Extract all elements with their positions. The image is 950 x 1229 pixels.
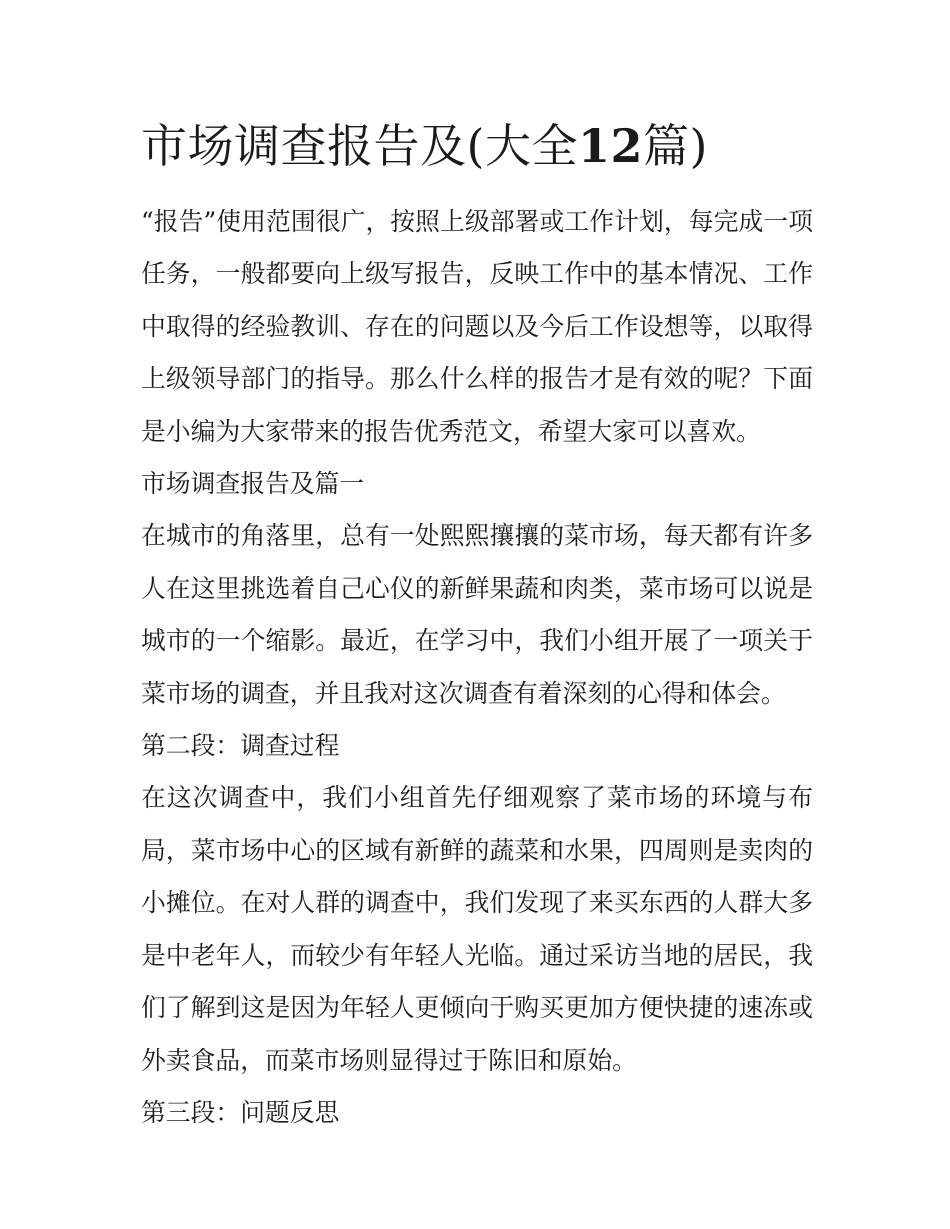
section-heading-part-one: 市场调查报告及篇一 [141, 469, 365, 499]
title-text: 市场调查报告及(大全 [141, 119, 578, 173]
section-heading-survey-process: 第二段：调查过程 [141, 731, 340, 761]
intro-paragraph: “报告”使用范围很广，按照上级部署或工作计划，每完成一项任务，一般都要向上级写报告，反映工作中的基本情况、工作中取得的经验教训、存在的问题以及今后工作设想等，以取得上级领导部门的指导。那么什么样的报告才是有效的呢？下面是小编为大家带来的报告优秀范文，希望大家可以喜欢。 [141, 207, 813, 446]
section-heading-problem-reflection: 第三段：问题反思 [141, 1097, 340, 1127]
paragraph-market-overview: 在城市的角落里，总有一处熙熙攘攘的菜市场，每天都有许多人在这里挑选着自己心仪的新鲜果蔬和肉类，菜市场可以说是城市的一个缩影。最近，在学习中，我们小组开展了一项关于菜市场的调查，并且我对这次调查有着深刻的心得和体会。 [141, 521, 813, 708]
document-body [141, 196, 813, 1139]
paragraph-survey-process: 在这次调查中，我们小组首先仔细观察了菜市场的环境与布局，菜市场中心的区域有新鲜的蔬菜和水果，四周则是卖肉的小摊位。在对人群的调查中，我们发现了来买东西的人群大多是中老年人，而较少有年轻人光临。通过采访当地的居民，我们了解到这是因为年轻人更倾向于购买更加方便快捷的速冻或外卖食品，而菜市场则显得过于陈旧和原始。 [141, 783, 813, 1075]
title-text-end: 篇) [642, 119, 708, 173]
document-title [141, 114, 841, 178]
title-number: 12 [577, 119, 643, 173]
